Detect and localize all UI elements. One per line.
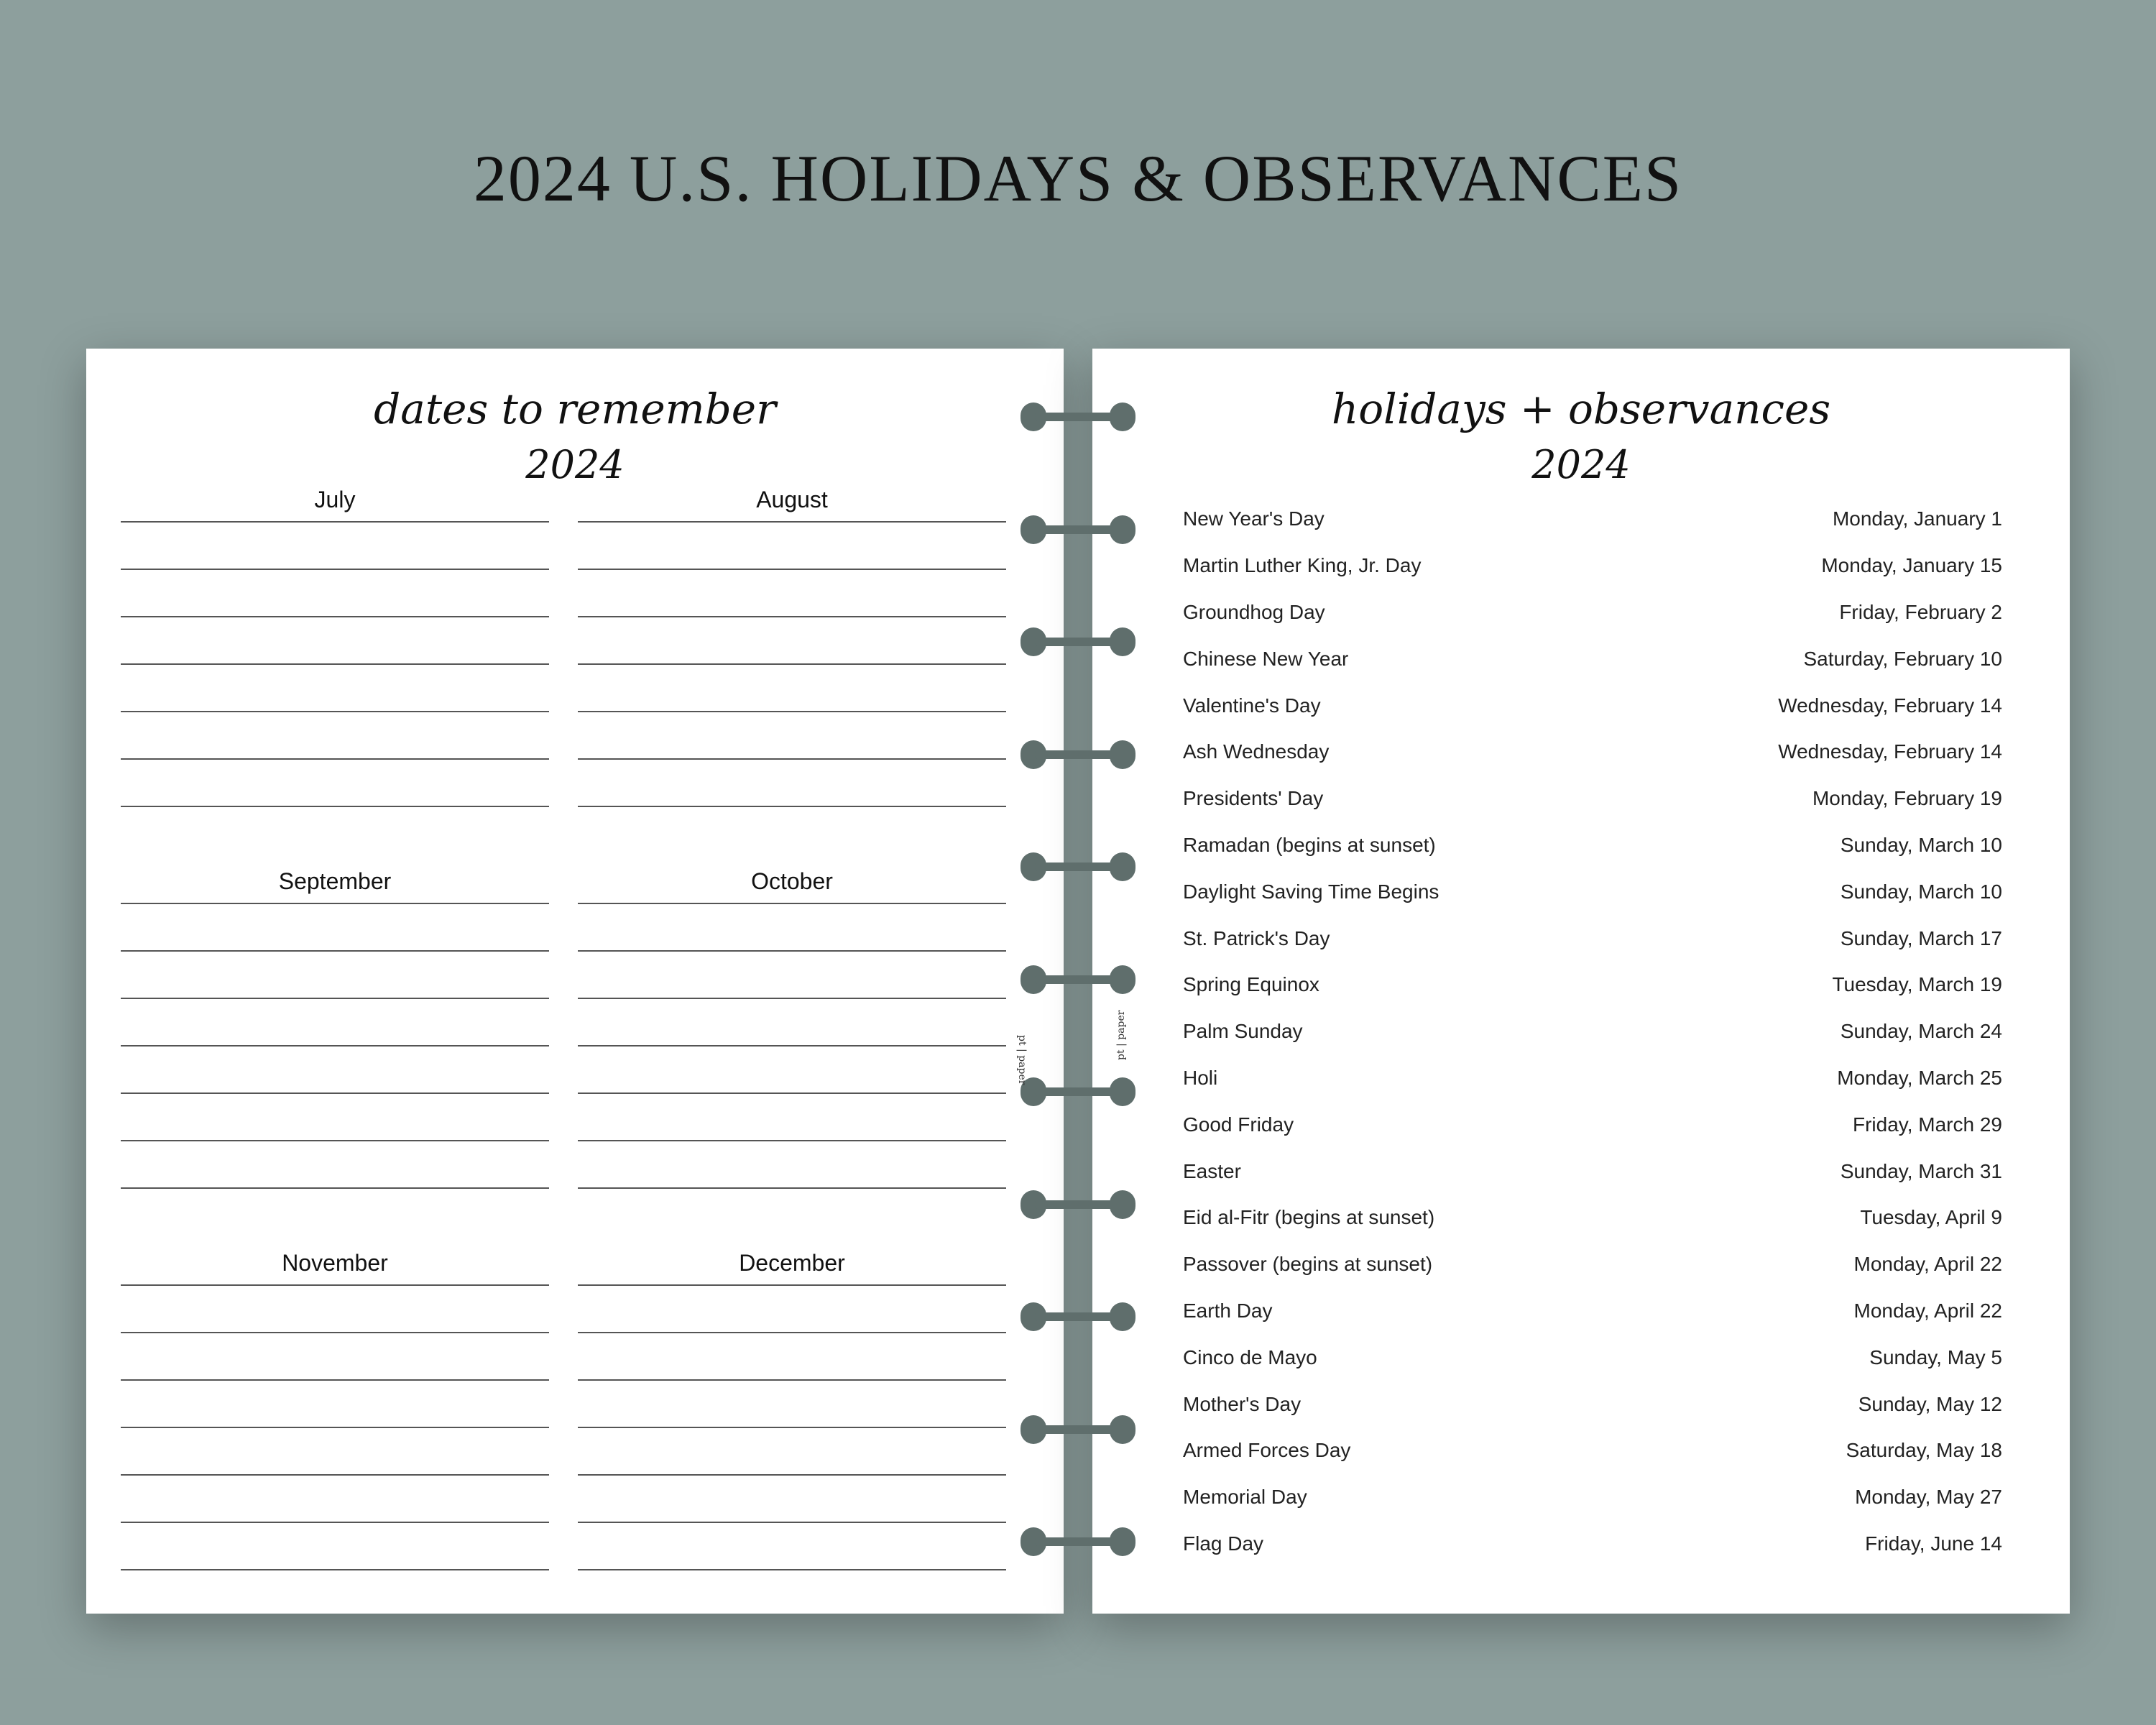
ring-cap-r (1110, 1302, 1135, 1331)
holiday-date: Friday, June 14 (1865, 1532, 2002, 1555)
holiday-date: Friday, March 29 (1853, 1113, 2002, 1136)
holiday-date: Monday, January 1 (1832, 507, 2002, 530)
ring-bar (1035, 975, 1121, 984)
ring-cap-r (1110, 1077, 1135, 1106)
holiday-row (1183, 1381, 2002, 1427)
write-line[interactable] (121, 569, 549, 570)
holiday-date: Monday, May 27 (1855, 1486, 2002, 1509)
holiday-row (1183, 915, 2002, 962)
right-page-title: holidays + observances (1331, 385, 1831, 433)
ring-bar (1035, 1312, 1121, 1321)
write-line[interactable] (121, 1140, 549, 1141)
holiday-date: Monday, April 22 (1853, 1299, 2002, 1322)
holiday-row (1183, 962, 2002, 1008)
holiday-name: Valentine's Day (1183, 694, 1321, 717)
write-line[interactable] (121, 1092, 549, 1094)
binding-ring (1021, 627, 1135, 656)
write-line[interactable] (121, 616, 549, 617)
banner-title: 2024 U.S. HOLIDAYS & OBSERVANCES (473, 142, 1683, 215)
holiday-date: Sunday, May 12 (1858, 1392, 2002, 1415)
write-line[interactable] (578, 903, 1006, 904)
right-page-year: 2024 (1531, 442, 1631, 487)
holiday-row (1183, 1288, 2002, 1335)
holiday-date: Wednesday, February 14 (1778, 740, 2002, 763)
write-line[interactable] (578, 1187, 1006, 1189)
holiday-date: Monday, April 22 (1853, 1253, 2002, 1276)
ring-cap-r (1110, 1415, 1135, 1444)
binding-ring (1021, 965, 1135, 994)
holiday-row (1183, 635, 2002, 682)
binding-ring (1021, 1190, 1135, 1219)
holiday-name: Passover (begins at sunset) (1183, 1253, 1433, 1276)
month-name: October (751, 868, 833, 894)
write-line[interactable] (578, 1569, 1006, 1570)
holiday-name: Easter (1183, 1159, 1241, 1182)
brand-mark-right: pt | paper (1115, 1010, 1127, 1060)
ring-cap-r (1110, 1527, 1135, 1556)
write-line[interactable] (121, 998, 549, 999)
write-line[interactable] (578, 1474, 1006, 1476)
holiday-date: Monday, February 19 (1812, 787, 2002, 810)
ring-bar (1035, 525, 1121, 534)
holiday-name: Flag Day (1183, 1532, 1264, 1555)
binding-ring (1021, 1527, 1135, 1556)
holiday-date: Monday, January 15 (1821, 554, 2002, 577)
holiday-date: Sunday, March 10 (1840, 833, 2002, 856)
holiday-name: Good Friday (1183, 1113, 1294, 1136)
right-page (1092, 349, 2070, 1614)
ring-cap-r (1110, 627, 1135, 656)
holiday-name: St. Patrick's Day (1183, 926, 1330, 949)
holiday-row (1183, 1101, 2002, 1148)
binding-ring (1021, 1302, 1135, 1331)
holiday-name: Ramadan (begins at sunset) (1183, 833, 1436, 856)
write-line[interactable] (578, 616, 1006, 617)
ring-bar (1035, 1087, 1121, 1096)
month-name: July (314, 487, 356, 512)
write-line[interactable] (578, 806, 1006, 807)
write-line[interactable] (578, 758, 1006, 760)
holiday-row (1183, 729, 2002, 776)
ring-bar (1035, 750, 1121, 759)
write-line[interactable] (578, 1332, 1006, 1333)
holiday-row (1183, 682, 2002, 729)
write-line[interactable] (578, 711, 1006, 712)
holiday-date: Sunday, March 24 (1840, 1020, 2002, 1043)
holiday-date: Monday, March 25 (1837, 1066, 2002, 1089)
write-line[interactable] (578, 1045, 1006, 1046)
holiday-name: Chinese New Year (1183, 647, 1349, 670)
holiday-date: Tuesday, March 19 (1832, 973, 2002, 996)
holiday-row (1183, 1521, 2002, 1568)
holiday-row (1183, 822, 2002, 869)
write-line[interactable] (121, 1045, 549, 1046)
binding-ring (1021, 852, 1135, 881)
holiday-name: Presidents' Day (1183, 787, 1324, 810)
holiday-row (1183, 1008, 2002, 1055)
holiday-name: Ash Wednesday (1183, 740, 1330, 763)
write-line[interactable] (121, 521, 549, 523)
write-line[interactable] (578, 998, 1006, 999)
write-line[interactable] (578, 1092, 1006, 1094)
write-line[interactable] (578, 1284, 1006, 1286)
holiday-name: Cinco de Mayo (1183, 1346, 1317, 1368)
month-name: September (278, 868, 392, 894)
write-line[interactable] (121, 950, 549, 952)
write-line[interactable] (578, 1379, 1006, 1381)
write-line[interactable] (121, 1187, 549, 1189)
ring-bar (1035, 638, 1121, 646)
month-name: August (756, 487, 828, 512)
holiday-row (1183, 1427, 2002, 1474)
holiday-row (1183, 1055, 2002, 1102)
write-line[interactable] (121, 1522, 549, 1523)
ring-cap-r (1110, 965, 1135, 994)
write-line[interactable] (121, 1427, 549, 1428)
write-line[interactable] (578, 569, 1006, 570)
holiday-date: Wednesday, February 14 (1778, 694, 2002, 717)
ring-cap-r (1110, 1190, 1135, 1219)
holiday-name: Holi (1183, 1066, 1218, 1089)
holiday-row (1183, 868, 2002, 915)
write-line[interactable] (121, 1569, 549, 1570)
write-line[interactable] (578, 1427, 1006, 1428)
month-name: December (739, 1250, 845, 1276)
ring-cap-r (1110, 852, 1135, 881)
holiday-name: Palm Sunday (1183, 1020, 1303, 1043)
left-page-title: dates to remember (374, 385, 776, 433)
write-line[interactable] (578, 663, 1006, 665)
write-line[interactable] (121, 1284, 549, 1286)
ring-bar (1035, 1425, 1121, 1434)
write-line[interactable] (578, 1140, 1006, 1141)
holiday-date: Sunday, March 10 (1840, 880, 2002, 903)
holiday-row (1183, 589, 2002, 636)
holiday-date: Friday, February 2 (1839, 600, 2002, 623)
month-name: November (282, 1250, 388, 1276)
holiday-name: Mother's Day (1183, 1392, 1302, 1415)
holiday-row (1183, 1474, 2002, 1521)
write-line[interactable] (578, 950, 1006, 952)
holiday-date: Saturday, February 10 (1803, 647, 2002, 670)
ring-cap-r (1110, 402, 1135, 431)
holiday-name: Memorial Day (1183, 1486, 1307, 1509)
holiday-list (1183, 496, 2002, 1567)
holiday-row (1183, 1148, 2002, 1195)
write-line[interactable] (578, 1522, 1006, 1523)
holiday-date: Tuesday, April 9 (1860, 1206, 2002, 1229)
write-line[interactable] (578, 521, 1006, 523)
holiday-row (1183, 1334, 2002, 1381)
holiday-name: Martin Luther King, Jr. Day (1183, 554, 1422, 577)
binding-ring (1021, 1415, 1135, 1444)
holiday-date: Saturday, May 18 (1846, 1439, 2002, 1462)
ring-cap-r (1110, 740, 1135, 769)
write-line[interactable] (121, 711, 549, 712)
holiday-row (1183, 543, 2002, 589)
write-line[interactable] (121, 903, 549, 904)
holiday-date: Sunday, March 17 (1840, 926, 2002, 949)
holiday-name: Spring Equinox (1183, 973, 1319, 996)
write-line[interactable] (121, 758, 549, 760)
binding-ring (1021, 515, 1135, 544)
holiday-date: Sunday, March 31 (1840, 1159, 2002, 1182)
ring-bar (1035, 1200, 1121, 1209)
brand-mark-left: pt | paper (1016, 1035, 1028, 1085)
holiday-name: Eid al-Fitr (begins at sunset) (1183, 1206, 1435, 1229)
binding-ring (1021, 740, 1135, 769)
write-line[interactable] (121, 663, 549, 665)
holiday-name: Armed Forces Day (1183, 1439, 1351, 1462)
holiday-row (1183, 776, 2002, 822)
ring-bar (1035, 413, 1121, 421)
holiday-name: Daylight Saving Time Begins (1183, 880, 1439, 903)
write-line[interactable] (121, 1332, 549, 1333)
holiday-row (1183, 496, 2002, 543)
write-line[interactable] (121, 1379, 549, 1381)
holiday-row (1183, 1241, 2002, 1288)
holiday-name: Groundhog Day (1183, 600, 1325, 623)
ring-bar (1035, 862, 1121, 871)
write-line[interactable] (121, 1474, 549, 1476)
holiday-date: Sunday, May 5 (1869, 1346, 2002, 1368)
binding-ring (1021, 402, 1135, 431)
ring-bar (1035, 1537, 1121, 1546)
binding-ring (1021, 1077, 1135, 1106)
ring-cap-r (1110, 515, 1135, 544)
write-line[interactable] (121, 806, 549, 807)
holiday-name: New Year's Day (1183, 507, 1325, 530)
left-page-year: 2024 (525, 442, 625, 487)
holiday-name: Earth Day (1183, 1299, 1273, 1322)
left-page (86, 349, 1064, 1614)
holiday-row (1183, 1195, 2002, 1241)
